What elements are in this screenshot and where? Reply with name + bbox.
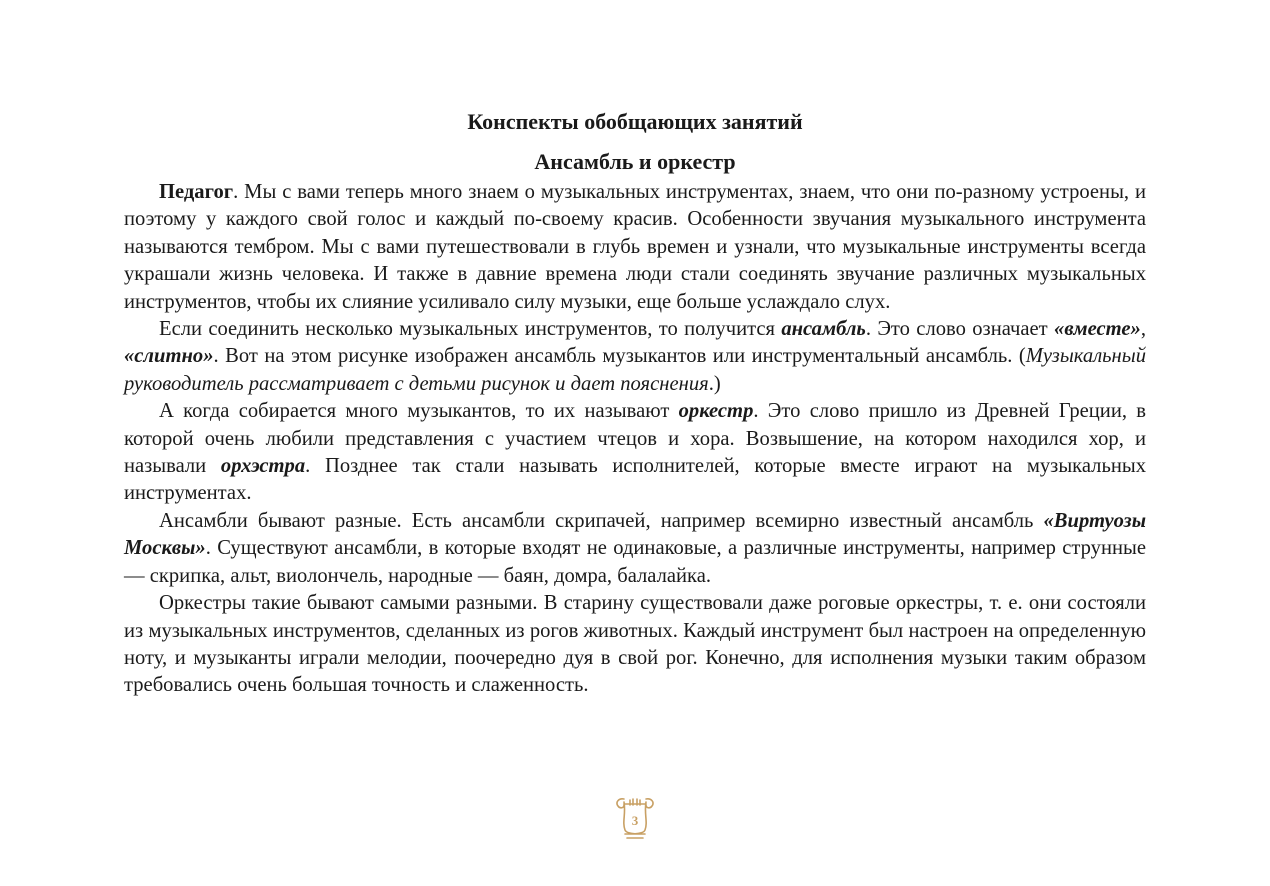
- paragraph-3-text-b: . Это слово пришло из Древней Греции, в которой очень любили представления с участием чтецов и хора. Возвышение, на котором находился хор, и называли: [124, 400, 1147, 478]
- section-title: Конспекты обобщающих занятий: [467, 109, 803, 134]
- paragraph-5: Оркестры такие бывают самыми разными. В старину существовали даже роговые оркестры, т. е. они состояли из музыкальных инструментов, сделанных из рогов животных. Каждый инструмент был настроен на определенную ноту, и музыканты играли мелодии, поочередно дуя в свой рог. Конечно, для исполнения музыки таким образом требовались очень большая точность и слаженность.: [124, 592, 1146, 697]
- quote-slitno: «слитно»: [124, 345, 214, 368]
- ensemble-name: «Виртуозы Москвы»: [124, 509, 1146, 560]
- paragraph-2-text-d: . Вот на этом рисунке изображен ансамбль музыкантов или инструментальный ансамбль. (: [213, 345, 1026, 368]
- speaker-label: Педагог: [159, 181, 234, 203]
- lesson-title: Ансамбль и оркестр: [534, 149, 736, 174]
- paragraph-2-text-b: . Это слово означает: [865, 318, 1055, 341]
- paragraph-4-text-a: Ансамбли бывают разные. Есть ансамбли скрипачей, например всемирно известный ансамбль: [159, 509, 1044, 532]
- term-orkhestra: орхэстра: [220, 455, 306, 478]
- paragraph-3: [124, 398, 1146, 508]
- paragraph-2-text-c: ,: [1140, 318, 1146, 341]
- paragraph-3-text-a: А когда собирается много музыкантов, то их называют: [159, 400, 679, 423]
- paragraph-2: [124, 316, 1146, 398]
- term-ansambl: ансамбль: [781, 318, 866, 341]
- paragraph-2-text-e: .): [708, 372, 721, 395]
- quote-vmeste: «вместе»: [1054, 318, 1141, 341]
- page-footer: [611, 794, 659, 842]
- paragraph-4: [124, 508, 1146, 590]
- paragraph-1: [124, 179, 1146, 316]
- term-orkestr: оркестр: [678, 400, 754, 423]
- paragraph-3-text-c: . Позднее так стали называть исполнителей, которые вместе играют на музыкальных инструментах.: [124, 455, 1146, 505]
- page-content: [124, 107, 1146, 700]
- paragraph-1-text: . Мы с вами теперь много знаем о музыкальных инструментах, знаем, что они по-разному устроены, и поэтому у каждого свой голос и каждый по-своему красив. Особенности звучания музыкального инструмента называются тембром. Мы с вами путешествовали в глубь времен и узнали, что музыкальные инструменты всегда украшали жизнь человека. И также в давние времена люди стали соединять звучание различных музыкальных инструментов, чтобы их слияние усиливало силу музыки, еще больше услаждало слух.: [124, 181, 1146, 313]
- paragraph-4-text-b: . Существуют ансамбли, в которые входят не одинаковые, а различные инструменты, например струнные — скрипка, альт, виолончель, народные — баян, домра, балалайка.: [124, 537, 1146, 587]
- stage-remark: Музыкальный руководитель рассматривает с детьми рисунок и дает пояснения: [124, 345, 1146, 395]
- paragraph-2-text-a: Если соединить несколько музыкальных инструментов, то получится: [159, 318, 782, 341]
- page-number: 3: [631, 813, 639, 828]
